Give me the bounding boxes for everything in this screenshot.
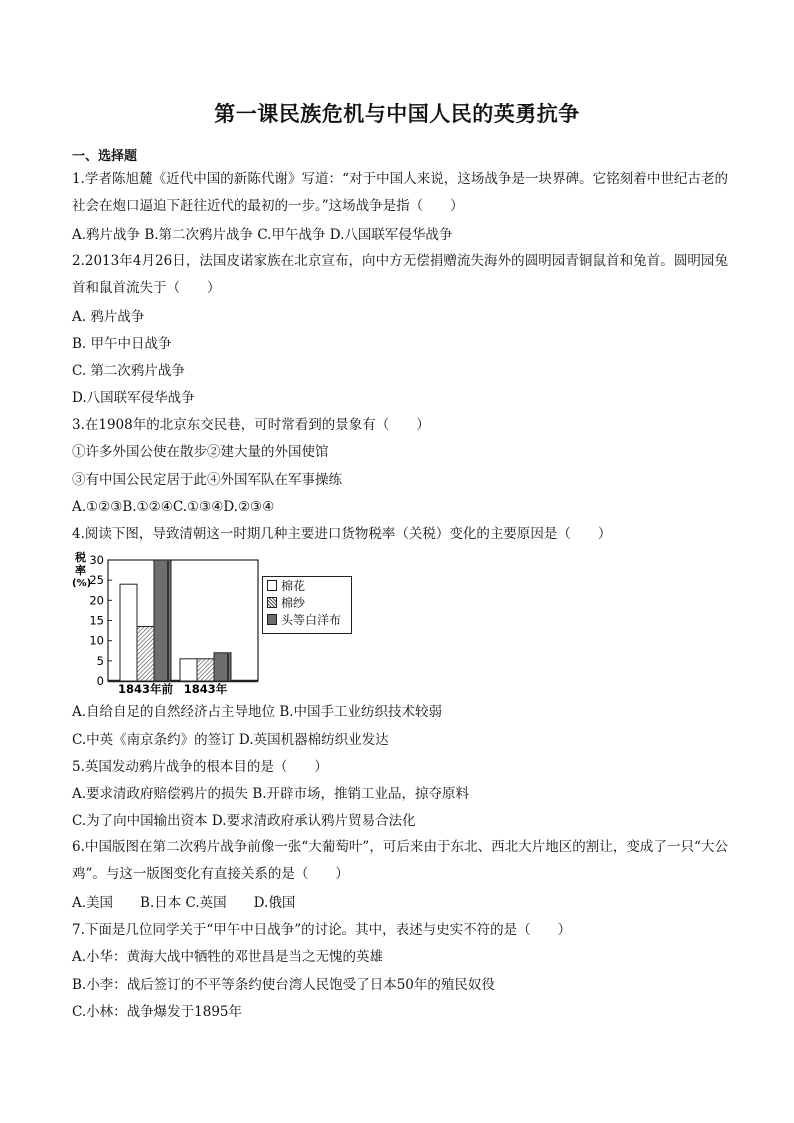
chart-bars	[120, 560, 231, 681]
question-7-text: 7.下面是几位同学关于“甲午中日战争”的讨论。其中，表述与史实不符的是（ ）	[72, 922, 572, 938]
question-3-options: A.①②③B.①②④C.①③④D.②③④	[72, 499, 275, 515]
question-2-option-d: D.八国联军侵华战争	[72, 390, 195, 406]
question-4-options-ab: A.自给自足的自然经济占主导地位 B.中国手工业纺织技术较弱	[72, 704, 443, 720]
y-axis-ticks	[89, 553, 112, 688]
question-7-option-c: C.小林：战争爆发于1895年	[72, 1004, 242, 1020]
question-4-text: 4.阅读下图，导致清朝这一时期几种主要进口货物税率（关税）变化的主要原因是（ ）	[72, 526, 612, 542]
bar-1-0	[137, 627, 154, 681]
question-5-text: 5.英国发动鸦片战争的根本目的是（ ）	[72, 759, 328, 775]
question-3-statements-1: ①许多外国公使在散步②建大量的外国使馆	[72, 444, 329, 460]
section-heading: 一、选择题	[72, 149, 138, 164]
bar-1-1	[197, 659, 214, 681]
question-2-option-c: C. 第二次鸦片战争	[72, 363, 185, 379]
y-tick-label: 25	[89, 573, 104, 588]
question-3-statements-2: ③有中国公民定居于此④外国军队在军事操练	[72, 472, 342, 488]
question-2-option-a: A. 鸦片战争	[72, 309, 145, 325]
page-title: 第一课民族危机与中国人民的英勇抗争	[214, 102, 580, 126]
bar-0-1	[180, 659, 197, 681]
legend-swatch-yarn	[267, 597, 277, 608]
y-tick-label: 15	[89, 613, 104, 628]
question-2-text: 2.2013年4月26日，法国皮诺家族在北京宣布，向中方无偿捐赠流失海外的圆明园青铜鼠首和兔首。圆明园兔首和鼠首流失于（ ）	[72, 253, 728, 296]
question-1-text: 1.学者陈旭麓《近代中国的新陈代谢》写道：“对于中国人来说，这场战争是一块界碑。它铭刻着中世纪古老的社会在炮口逼迫下赶往近代的最初的一步。”这场战争是指（ ）	[72, 171, 728, 214]
question-6-options: A.美国 B.日本 C.英国 D.俄国	[72, 895, 296, 911]
y-axis-label-unit: (%)	[72, 578, 92, 589]
legend-item-cotton	[267, 577, 351, 594]
question-7-option-a: A.小华：黄海大战中牺牲的邓世昌是当之无愧的英雄	[72, 949, 384, 965]
y-tick-label: 0	[96, 674, 104, 688]
question-3-text: 3.在1908年的北京东交民巷，可时常看到的景象有（ ）	[72, 417, 430, 433]
tariff-bar-chart	[72, 550, 372, 696]
legend-label-yarn: 棉纱	[281, 596, 306, 610]
legend-label-cloth: 头等白洋布	[281, 613, 342, 627]
question-5-options-cd: C.为了向中国输出资本 D.要求清政府承认鸦片贸易合法化	[72, 813, 416, 829]
y-tick-label: 30	[89, 553, 104, 567]
legend-swatch-cotton	[267, 580, 277, 591]
y-axis-label-top: 税	[75, 551, 86, 564]
question-2-option-b: B. 甲午中日战争	[72, 336, 172, 352]
y-axis-label-middle: 率	[75, 564, 86, 577]
legend-item-cloth	[267, 611, 351, 628]
x-axis-labels	[118, 682, 228, 696]
question-1-options: A.鸦片战争 B.第二次鸦片战争 C.甲午战争 D.八国联军侵华战争	[72, 227, 453, 243]
legend-label-cotton: 棉花	[281, 579, 306, 593]
chart-legend	[262, 576, 352, 634]
y-tick-label: 5	[96, 653, 104, 668]
y-tick-label: 20	[89, 593, 104, 608]
bar-0-0	[120, 584, 137, 681]
question-5-options-ab: A.要求清政府赔偿鸦片的损失 B.开辟市场，推销工业品，掠夺原料	[72, 786, 470, 802]
question-7-option-b: B.小李：战后签订的不平等条约使台湾人民饱受了日本50年的殖民奴役	[72, 977, 495, 993]
question-6-text: 6.中国版图在第二次鸦片战争前像一张“大葡萄叶”，可后来由于东北、西北大片地区的割让，变成了一只“大公鸡”。与这一版图变化有直接关系的是（ ）	[72, 839, 728, 882]
question-4-options-cd: C.中英《南京条约》的签订 D.英国机器棉纺织业发达	[72, 732, 389, 748]
legend-swatch-cloth	[267, 614, 277, 625]
legend-item-yarn	[267, 594, 351, 611]
x-category-label: 1843年前	[117, 682, 174, 696]
x-category-label: 1843年	[183, 682, 228, 696]
y-tick-label: 10	[89, 633, 104, 648]
